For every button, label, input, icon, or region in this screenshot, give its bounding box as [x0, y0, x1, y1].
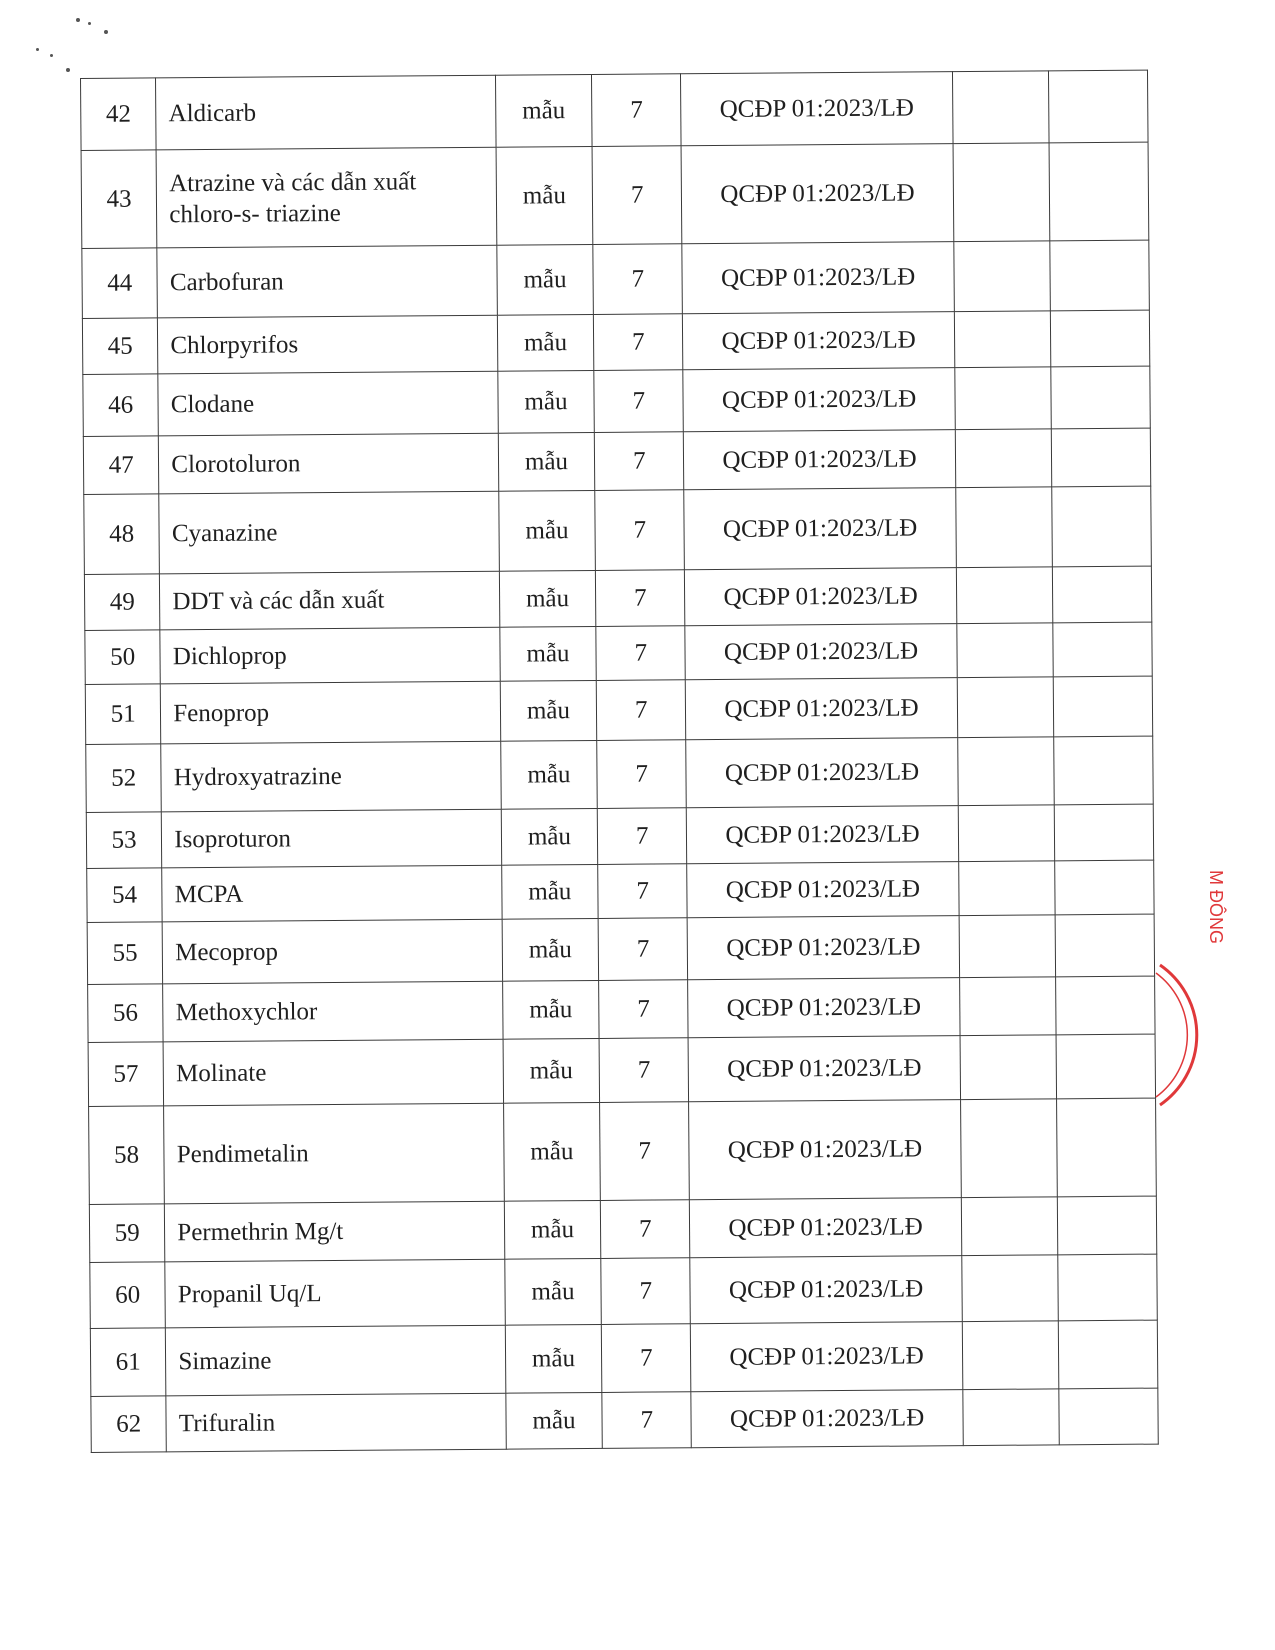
- quantity-cell: 7: [597, 808, 687, 865]
- table-row: [89, 1196, 1156, 1262]
- empty-cell: [1055, 804, 1154, 861]
- empty-cell: [957, 623, 1054, 678]
- row-number: 50: [85, 630, 161, 685]
- quantity-cell: 7: [599, 1038, 689, 1103]
- row-number: 53: [86, 812, 162, 869]
- table-row: [84, 486, 1152, 574]
- empty-cell: [960, 1035, 1057, 1100]
- row-number: 57: [88, 1042, 164, 1107]
- table-row: [81, 70, 1149, 150]
- table-row: [90, 1320, 1158, 1396]
- row-number: 55: [87, 922, 163, 985]
- quantity-cell: 7: [601, 1200, 691, 1259]
- official-stamp: [1160, 870, 1230, 1115]
- table-row: [82, 240, 1150, 318]
- analyte-name: Trifuralin: [166, 1393, 506, 1452]
- standard-cell: QCĐP 01:2023/LĐ: [691, 1322, 963, 1392]
- unit-cell: mẫu: [501, 808, 598, 865]
- unit-cell: mẫu: [498, 490, 595, 571]
- table-row: [91, 1388, 1158, 1452]
- table-row: [82, 310, 1149, 374]
- standard-cell: QCĐP 01:2023/LĐ: [685, 568, 957, 626]
- empty-cell: [1053, 566, 1152, 623]
- empty-cell: [963, 1389, 1060, 1446]
- standard-cell: QCĐP 01:2023/LĐ: [684, 430, 956, 490]
- empty-cell: [952, 71, 1049, 144]
- empty-cell: [953, 143, 1050, 242]
- row-number: 43: [81, 150, 157, 249]
- table-row: [88, 1034, 1155, 1106]
- table-row: [85, 622, 1152, 684]
- row-number: 60: [90, 1262, 166, 1329]
- table-row: [81, 142, 1149, 248]
- standard-cell: QCĐP 01:2023/LĐ: [689, 1100, 961, 1200]
- row-number: 58: [89, 1106, 165, 1205]
- empty-cell: [1059, 1388, 1158, 1445]
- quantity-cell: 7: [597, 740, 687, 809]
- empty-cell: [1054, 676, 1153, 737]
- table-row: [88, 976, 1155, 1042]
- unit-cell: mẫu: [502, 980, 599, 1039]
- standard-cell: QCĐP 01:2023/LĐ: [687, 916, 959, 980]
- quantity-cell: 7: [599, 980, 689, 1039]
- standard-cell: QCĐP 01:2023/LĐ: [686, 678, 958, 740]
- table-row: [83, 366, 1150, 436]
- standard-cell: QCĐP 01:2023/LĐ: [687, 806, 959, 864]
- document-page: [80, 70, 1159, 1453]
- table-row: [83, 428, 1150, 494]
- empty-cell: [1049, 142, 1148, 241]
- standard-cell: QCĐP 01:2023/LĐ: [682, 242, 954, 314]
- empty-cell: [958, 805, 1055, 862]
- standard-cell: QCĐP 01:2023/LĐ: [681, 144, 953, 244]
- empty-cell: [1053, 622, 1152, 677]
- analyte-name: Atrazine và các dẫn xuất chloro-s- triazine: [156, 147, 496, 248]
- empty-cell: [960, 1099, 1057, 1198]
- analyte-name: Carbofuran: [157, 245, 497, 318]
- empty-cell: [958, 737, 1055, 806]
- empty-cell: [956, 487, 1053, 568]
- analyte-name: Cyanazine: [159, 491, 499, 574]
- unit-cell: mẫu: [500, 626, 597, 681]
- analyte-name: Clodane: [158, 371, 498, 436]
- table-row: [90, 1254, 1157, 1328]
- analyte-name: Propanil Uq/L: [165, 1259, 505, 1328]
- row-number: 54: [87, 868, 163, 923]
- row-number: 51: [85, 684, 161, 745]
- empty-cell: [962, 1255, 1059, 1322]
- unit-cell: mẫu: [495, 74, 592, 147]
- quantity-cell: 7: [596, 570, 686, 627]
- quantity-cell: 7: [602, 1392, 692, 1449]
- unit-cell: mẫu: [503, 1038, 600, 1103]
- empty-cell: [961, 1197, 1058, 1256]
- table-row: [84, 566, 1151, 630]
- standard-cell: QCĐP 01:2023/LĐ: [684, 488, 956, 570]
- empty-cell: [959, 915, 1056, 978]
- empty-cell: [955, 429, 1052, 488]
- empty-cell: [1056, 1034, 1155, 1099]
- unit-cell: mẫu: [496, 146, 593, 245]
- empty-cell: [1058, 1254, 1157, 1321]
- unit-cell: mẫu: [500, 680, 597, 741]
- empty-cell: [1049, 70, 1148, 143]
- analyte-name: Methoxychlor: [163, 981, 503, 1042]
- unit-cell: mẫu: [506, 1392, 603, 1449]
- analyte-name: Mecoprop: [162, 919, 502, 984]
- row-number: 49: [84, 574, 160, 631]
- analyte-name: Isoproturon: [162, 809, 502, 868]
- empty-cell: [1059, 1320, 1158, 1389]
- quantity-cell: 7: [602, 1324, 692, 1393]
- standard-cell: QCĐP 01:2023/LĐ: [685, 624, 957, 680]
- unit-cell: mẫu: [504, 1200, 601, 1259]
- standard-cell: QCĐP 01:2023/LĐ: [683, 368, 955, 432]
- analyte-name: Fenoprop: [161, 681, 501, 744]
- empty-cell: [1058, 1196, 1157, 1255]
- quantity-cell: 7: [598, 918, 688, 981]
- unit-cell: mẫu: [497, 314, 594, 371]
- row-number: 42: [81, 78, 157, 151]
- quantity-cell: 7: [595, 490, 685, 571]
- unit-cell: mẫu: [505, 1324, 602, 1393]
- quantity-cell: 7: [594, 314, 684, 371]
- stamp-text: M ĐÔNG: [1206, 870, 1226, 944]
- analyte-name: Simazine: [166, 1325, 506, 1396]
- unit-cell: mẫu: [502, 918, 599, 981]
- unit-cell: mẫu: [501, 864, 598, 919]
- quantity-cell: 7: [595, 432, 685, 491]
- quantity-cell: 7: [600, 1102, 690, 1201]
- quantity-cell: 7: [596, 680, 686, 741]
- unit-cell: mẫu: [499, 570, 596, 627]
- table-row: [87, 860, 1154, 922]
- empty-cell: [962, 1321, 1059, 1390]
- unit-cell: mẫu: [498, 370, 595, 433]
- analyte-name: MCPA: [162, 865, 502, 922]
- unit-cell: mẫu: [503, 1102, 600, 1201]
- row-number: 56: [88, 984, 164, 1043]
- unit-cell: mẫu: [500, 740, 597, 809]
- table-row: [86, 736, 1154, 812]
- analyte-name: DDT và các dẫn xuất: [160, 571, 500, 630]
- unit-cell: mẫu: [497, 244, 594, 315]
- row-number: 59: [89, 1204, 165, 1263]
- quantity-cell: 7: [592, 146, 682, 245]
- analyte-name: Hydroxyatrazine: [161, 741, 501, 812]
- unit-cell: mẫu: [498, 432, 595, 491]
- table-row: [86, 804, 1153, 868]
- empty-cell: [957, 677, 1054, 738]
- quantity-cell: 7: [594, 370, 684, 433]
- empty-cell: [954, 311, 1051, 368]
- empty-cell: [1052, 428, 1151, 487]
- standard-cell: QCĐP 01:2023/LĐ: [690, 1198, 962, 1258]
- analyte-name: Aldicarb: [156, 75, 496, 150]
- empty-cell: [954, 241, 1051, 312]
- row-number: 48: [84, 494, 160, 575]
- empty-cell: [1057, 1098, 1156, 1197]
- unit-cell: mẫu: [504, 1258, 601, 1325]
- scan-specks: [30, 14, 130, 84]
- empty-cell: [956, 567, 1053, 624]
- quantity-cell: 7: [598, 864, 687, 919]
- standard-cell: QCĐP 01:2023/LĐ: [688, 978, 960, 1038]
- empty-cell: [1054, 736, 1153, 805]
- empty-cell: [1056, 976, 1155, 1035]
- table-row: [87, 914, 1154, 984]
- row-number: 62: [91, 1396, 167, 1453]
- analyte-name: Pendimetalin: [164, 1103, 504, 1204]
- row-number: 61: [90, 1328, 166, 1397]
- quantity-cell: 7: [601, 1258, 691, 1325]
- standard-cell: QCĐP 01:2023/LĐ: [688, 1036, 960, 1102]
- row-number: 47: [83, 436, 159, 495]
- empty-cell: [958, 861, 1055, 916]
- row-number: 44: [82, 248, 158, 319]
- table-row: [89, 1098, 1157, 1204]
- standard-cell: QCĐP 01:2023/LĐ: [681, 72, 953, 146]
- empty-cell: [1051, 366, 1150, 429]
- empty-cell: [1050, 240, 1149, 311]
- table-row: [85, 676, 1152, 744]
- table-body: [81, 70, 1159, 1452]
- standard-cell: QCĐP 01:2023/LĐ: [686, 738, 958, 808]
- analyte-name: Dichloprop: [160, 627, 500, 684]
- analyte-name: Molinate: [163, 1039, 503, 1106]
- standard-cell: QCĐP 01:2023/LĐ: [683, 312, 955, 370]
- empty-cell: [1052, 486, 1151, 567]
- standard-cell: QCĐP 01:2023/LĐ: [687, 862, 959, 918]
- row-number: 45: [82, 318, 158, 375]
- analyte-name: Permethrin Mg/t: [165, 1201, 505, 1262]
- standard-cell: QCĐP 01:2023/LĐ: [691, 1390, 963, 1448]
- row-number: 46: [83, 374, 159, 437]
- standard-cell: QCĐP 01:2023/LĐ: [690, 1256, 962, 1324]
- empty-cell: [1055, 860, 1154, 915]
- quantity-cell: 7: [596, 626, 685, 681]
- analyte-name: Chlorpyrifos: [158, 315, 498, 374]
- empty-cell: [955, 367, 1052, 430]
- empty-cell: [1055, 914, 1154, 977]
- quantity-cell: 7: [592, 74, 682, 147]
- empty-cell: [959, 977, 1056, 1036]
- quantity-cell: 7: [593, 244, 683, 315]
- row-number: 52: [86, 744, 162, 813]
- analyte-name: Clorotoluron: [159, 433, 499, 494]
- empty-cell: [1051, 310, 1150, 367]
- analysis-table: [80, 70, 1159, 1453]
